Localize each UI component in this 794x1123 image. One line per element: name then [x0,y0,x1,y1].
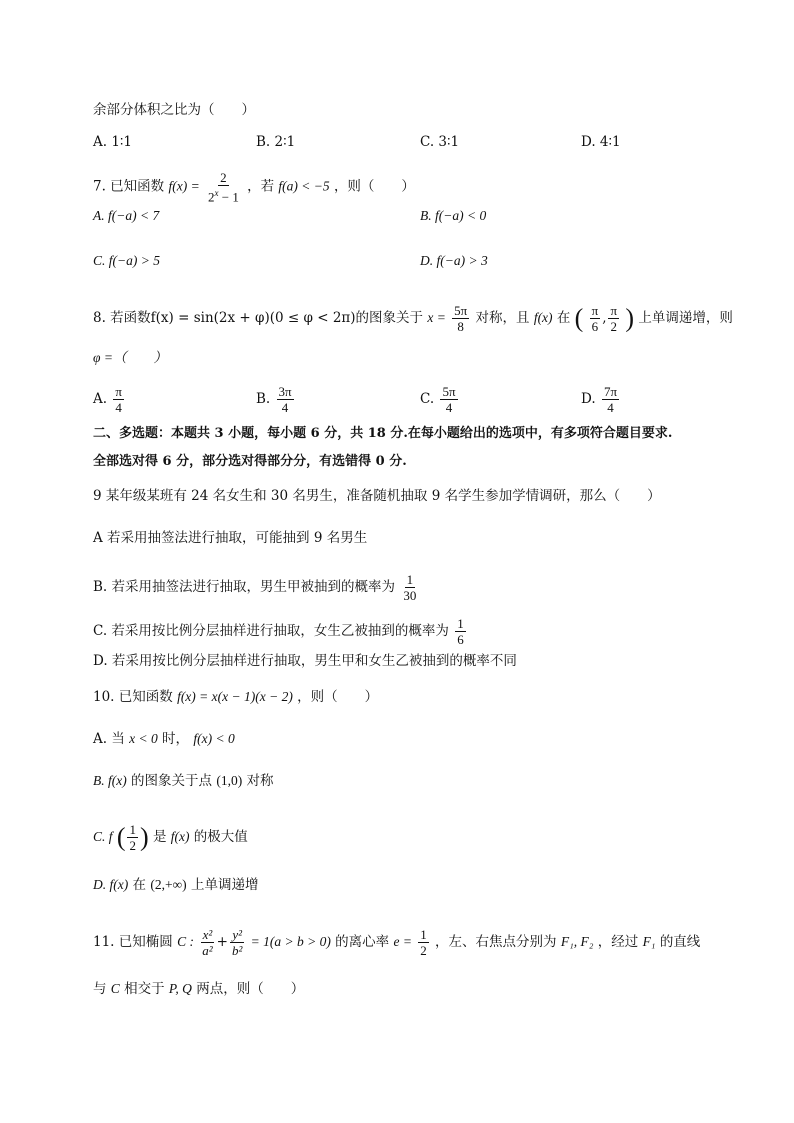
q7-stem [93,170,415,204]
q10-option-c: C. f ( $\frac{1}{2}$ ) 是 f(x) 的极大值 [93,822,248,853]
q8-in: 在 [556,310,571,326]
q8-interval-open-paren: ( [574,303,584,333]
q8-option-b: B. $\frac{3\pi}{4}$ [256,384,292,415]
q6-option-c: C. 3∶1 [420,134,460,150]
q6-stem-tail: 余部分体积之比为（ ） [93,102,255,118]
q9-option-b: B. 若采用抽签法进行抽取，男生甲被抽到的概率为 $\frac{1}{30}$ [93,572,417,603]
q7-stem-prefix: 7. 已知函数 [93,178,165,195]
q8-stem: 8. 若函数f(x) = sin(2x + φ)(0 ≤ φ < 2π)的图象关于 x = $\frac{5\pi}{8}$ 对称，且 f(x) 在 ( $\frac{\pi}{6}$ , $\frac{\pi}{2}$ ) 上单调递增，则 [93,303,733,334]
section2-instructions-line2: 全部选对得 6 分，部分选对得部分分，有选错得 0 分. [93,454,407,469]
q8-interval-close-paren: ) [625,303,635,333]
q10-stem: 10. 已知函数 f(x) = x(x − 1)(x − 2) ，则（ ） [93,689,379,705]
q8-stem-line2: φ =（ ） [93,350,167,365]
q7-option-c: C. f(−a) > 5 [93,253,160,268]
q8-stem-prefix: 8. 若函数f(x) = sin(2x + φ)(0 ≤ φ < 2π)的图象关于 [93,310,424,326]
q9-option-c: C. 若采用按比例分层抽样进行抽取，女生乙被抽到的概率为 $\frac{1}{6}$ [93,616,464,647]
q9-option-d: D. 若采用按比例分层抽样进行抽取，男生甲和女生乙被抽到的概率不同 [93,653,517,669]
q8-stem-mid: 对称，且 [475,310,530,326]
q7-condition: f(a) < −5 [278,178,330,194]
q7-function-lhs: f(x) = [168,178,200,194]
q8-fx: f(x) [533,310,553,325]
q10-option-a: A. 当 x < 0 时， f(x) < 0 [93,731,235,747]
q10-option-b: B. f(x) 的图象关于点 (1,0) 对称 [93,773,274,789]
q8-interval-end: $\frac{\pi}{2}$ [610,303,618,334]
q8-interval-start: $\frac{\pi}{6}$ [591,303,599,334]
q11-stem: 11. 已知椭圆 C : $\frac{\text{x²}}{\text{a²}}$ + $\frac{\text{y²}}{\text{b²}}$ = 1(a > b > 0) 的离心率 e = $\frac{1}{2}$ ，左、右焦点分别为 F₁, F₂ ，经过 F₁ 的直线 [93,927,701,958]
q9-stem: 9 某年级某班有 24 名女生和 30 名男生，准备随机抽取 9 名学生参加学情调研，那么（ ） [93,488,661,504]
q11-stem-line2: 与 C 相交于 P, Q 两点，则（ ） [93,981,305,997]
q8-option-a: A. $\frac{\pi}{4}$ [93,384,122,415]
q6-option-d: D. 4∶1 [581,134,621,150]
q7-fraction-denominator: $2^x - 1$ [207,188,239,205]
q7-function-fraction [206,170,241,204]
q9-option-a: A 若采用抽签法进行抽取，可能抽到 9 名男生 [93,530,368,546]
q7-option-d: D. f(−a) > 3 [420,253,488,268]
q8-axis-fraction: $\frac{5\pi}{8}$ [454,303,468,334]
q8-option-c: C. $\frac{5\pi}{4}$ [420,384,456,415]
q10-option-d: D. f(x) 在 (2,+∞) 上单调递增 [93,877,259,893]
q7-stem-mid: ，若 [247,178,275,195]
q7-option-b: B. f(−a) < 0 [420,208,487,223]
q7-option-a: A. f(−a) < 7 [93,208,160,223]
q7-fraction-numerator: 2 [220,170,227,185]
q7-stem-suffix: ，则（ ） [333,178,415,195]
q8-axis-lhs: x = [427,310,446,325]
q6-option-a: A. 1∶1 [93,134,133,150]
q8-option-d: D. $\frac{7\pi}{4}$ [581,384,618,415]
q10-function: f(x) = x(x − 1)(x − 2) [177,689,293,704]
section2-instructions-line1: 二、多选题：本题共 3 小题，每小题 6 分，共 18 分.在每小题给出的选项中，有多项符合题目要求. [93,426,673,441]
q6-option-b: B. 2∶1 [256,134,296,150]
q8-stem-suffix: 上单调递增，则 [638,310,733,326]
